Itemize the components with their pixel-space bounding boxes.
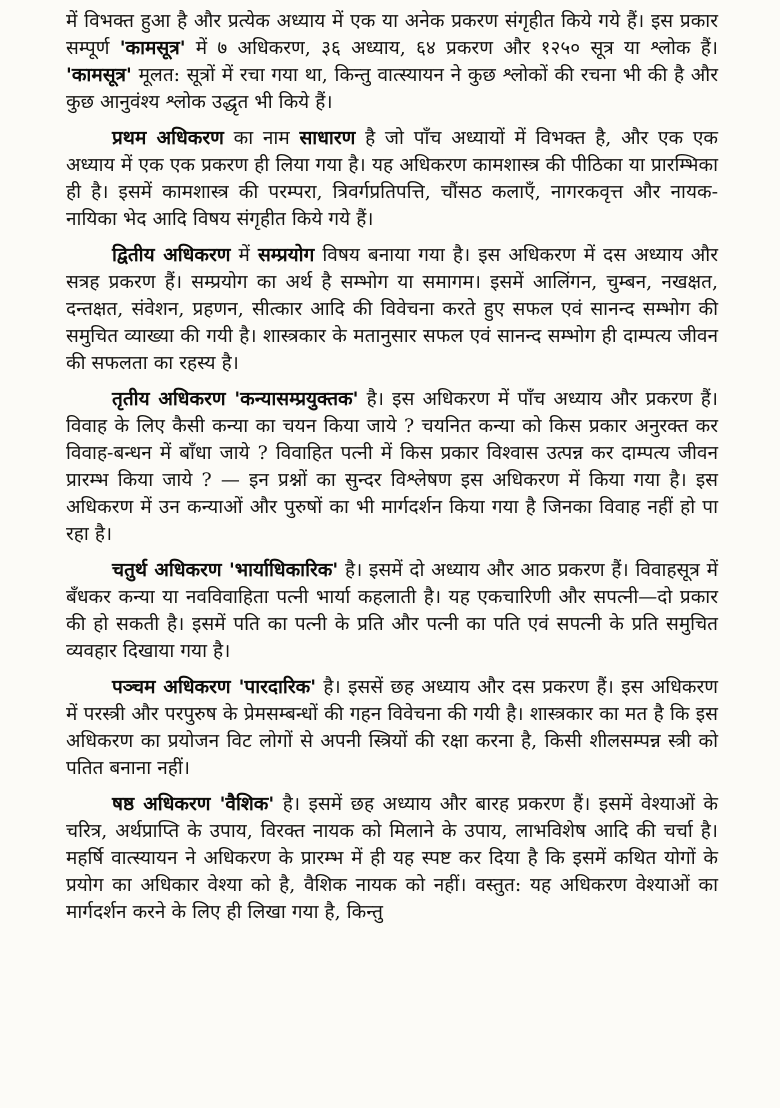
bold-term: सम्प्रयोग [257, 244, 315, 266]
text-segment: का नाम [223, 127, 300, 149]
bold-term: पञ्चम अधिकरण 'पारदारिक' [112, 676, 317, 698]
text-segment: में [230, 244, 258, 266]
text-segment: है। इसमें छह अध्याय और बारह प्रकरण हैं। इसमें वेश्याओं के चरित्र, अर्थप्राप्ति के उपाय, विरक्त नायक को मिलाने के उपाय, लाभविशेष आदि की चर्चा है। महर्षि वात्स्यायन ने अधिकरण के प्रारम्भ में ही यह स्पष्ट कर दिया है कि इसमें कथित योगों के प्रयोग का अधिकार वेश्या को है, वैशिक नायक को नहीं। वस्तुत: यह अधिकरण वेश्याओं का मार्गदर्शन करने के लिए ही लिखा गया है, किन्तु [66, 793, 718, 923]
bold-term: द्वितीय अधिकरण [112, 244, 231, 266]
bold-term: तृतीय अधिकरण 'कन्यासम्प्रयुक्तक' [112, 388, 359, 410]
paragraph [66, 8, 718, 116]
bold-term: षष्ठ अधिकरण 'वैशिक' [112, 793, 275, 815]
paragraph [66, 386, 718, 548]
text-segment: विषय बनाया गया है। इस अधिकरण में दस अध्याय और सत्रह प्रकरण हैं। सम्प्रयोग का अर्थ है सम्भोग या समागम। इसमें आलिंगन, चुम्बन, नखक्षत, दन्तक्षत, संवेशन, प्रहणन, सीत्कार आदि की विवेचना करते हुए सफल एवं सानन्द सम्भोग की समुचित व्याख्या की गयी है। शास्त्रकार के मतानुसार सफल एवं सानन्द सम्भोग ही दाम्पत्य जीवन की सफलता का रहस्य है। [66, 244, 718, 374]
bold-term: 'कामसूत्र' [66, 64, 132, 86]
bold-term: चतुर्थ अधिकरण 'भार्याधिकारिक' [112, 559, 339, 581]
paragraph [66, 674, 718, 782]
text-segment: मूलत: सूत्रों में रचा गया था, किन्तु वात्स्यायन ने कुछ श्लोकों की रचना भी की है और कुछ आनुवंश्य श्लोक उद्धृत भी किये हैं। [66, 64, 718, 113]
bold-term: प्रथम अधिकरण [112, 127, 224, 149]
text-segment: में विभक्त हुआ है और प्रत्येक अध्याय में एक या अनेक प्रकरण संगृहीत किये गये हैं। इस प्रकार सम्पूर्ण [66, 10, 718, 59]
paragraph [66, 242, 718, 377]
page-content [66, 8, 718, 926]
text-segment: में ७ अधिकरण, ३६ अध्याय, ६४ प्रकरण और १२५० सूत्र या श्लोक हैं। [185, 37, 719, 59]
paragraph [66, 125, 718, 233]
bold-term: 'कामसूत्र' [119, 37, 186, 59]
text-segment: है। इस अधिकरण में पाँच अध्याय और प्रकरण हैं। विवाह के लिए कैसी कन्या का चयन किया जाये ? चयनित कन्या को किस प्रकार अनुरक्त कर विवाह-बन्धन में बाँधा जाये ? विवाहित पत्नी में किस प्रकार विश्वास उत्पन्न कर दाम्पत्य जीवन प्रारम्भ किया जाये ? — इन प्रश्नों का सुन्दर विश्लेषण इस अधिकरण में किया गया है। इस अधिकरण में उन कन्याओं और पुरुषों का भी मार्गदर्शन किया गया है जिनका विवाह नहीं हो पा रहा है। [66, 388, 718, 545]
text-segment: है। इसमें दो अध्याय और आठ प्रकरण हैं। विवाहसूत्र में बँधकर कन्या या नवविवाहिता पत्नी भार्या कहलाती है। यह एकचारिणी और सपत्नी—दो प्रकार की हो सकती है। इसमें पति का पत्नी के प्रति और पत्नी का पति एवं सपत्नी के प्रति समुचित व्यवहार दिखाया गया है। [66, 559, 718, 662]
text-segment: है। इससें छह अध्याय और दस प्रकरण हैं। इस अधिकरण में परस्त्री और परपुरुष के प्रेमसम्बन्धों की गहन विवेचना की गयी है। शास्त्रकार का मत है कि इस अधिकरण का प्रयोजन विट लोगों से अपनी स्त्रियों की रक्षा करना है, किसी शीलसम्पन्न स्त्री को पतित बनाना नहीं। [66, 676, 718, 779]
text-segment: है जो पाँच अध्यायों में विभक्त है, और एक एक अध्याय में एक एक प्रकरण ही लिया गया है। यह अधिकरण कामशास्त्र की पीठिका या प्रारम्भिका ही है। इसमें कामशास्त्र की परम्परा, त्रिवर्गप्रतिपत्ति, चौंसठ कलाएँ, नागरकवृत्त और नायक-नायिका भेद आदि विषय संगृहीत किये गये हैं। [66, 127, 718, 230]
paragraph [66, 557, 718, 665]
bold-term: साधारण [299, 127, 356, 149]
paragraph [66, 791, 718, 926]
